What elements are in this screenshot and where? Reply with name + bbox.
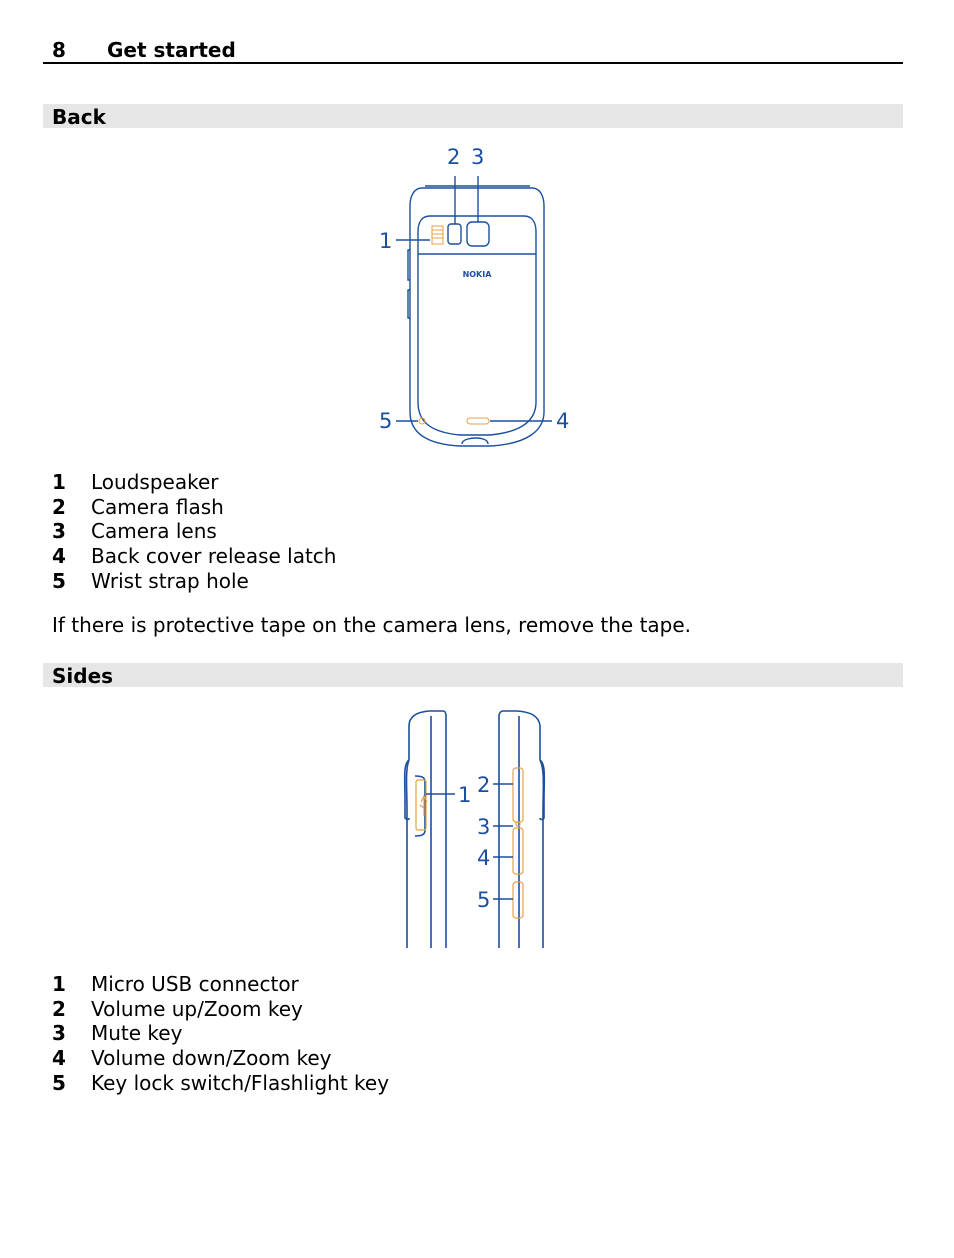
callout-5: 5 [477, 888, 491, 912]
phone-back-illustration [370, 140, 580, 455]
section-title: Back [52, 105, 106, 129]
callout-2: 2 [447, 145, 461, 169]
callout-3: 3 [477, 815, 491, 839]
callout-2: 2 [477, 773, 491, 797]
callout-5: 5 [379, 409, 393, 433]
section-heading-back [43, 104, 903, 128]
callout-1: 1 [379, 229, 393, 253]
protective-tape-note: If there is protective tape on the camera lens, remove the tape. [52, 613, 692, 637]
nokia-logo: NOKIA [462, 270, 492, 279]
phone-sides-illustration [395, 700, 555, 950]
callout-3: 3 [471, 145, 485, 169]
page-header [43, 36, 903, 64]
section-title: Sides [52, 664, 114, 688]
callout-1: 1 [458, 783, 472, 807]
chapter-title: Get started [107, 38, 236, 62]
callout-4: 4 [477, 846, 491, 870]
callout-4: 4 [556, 409, 570, 433]
page-number: 8 [52, 38, 66, 62]
section-heading-sides [43, 663, 903, 687]
